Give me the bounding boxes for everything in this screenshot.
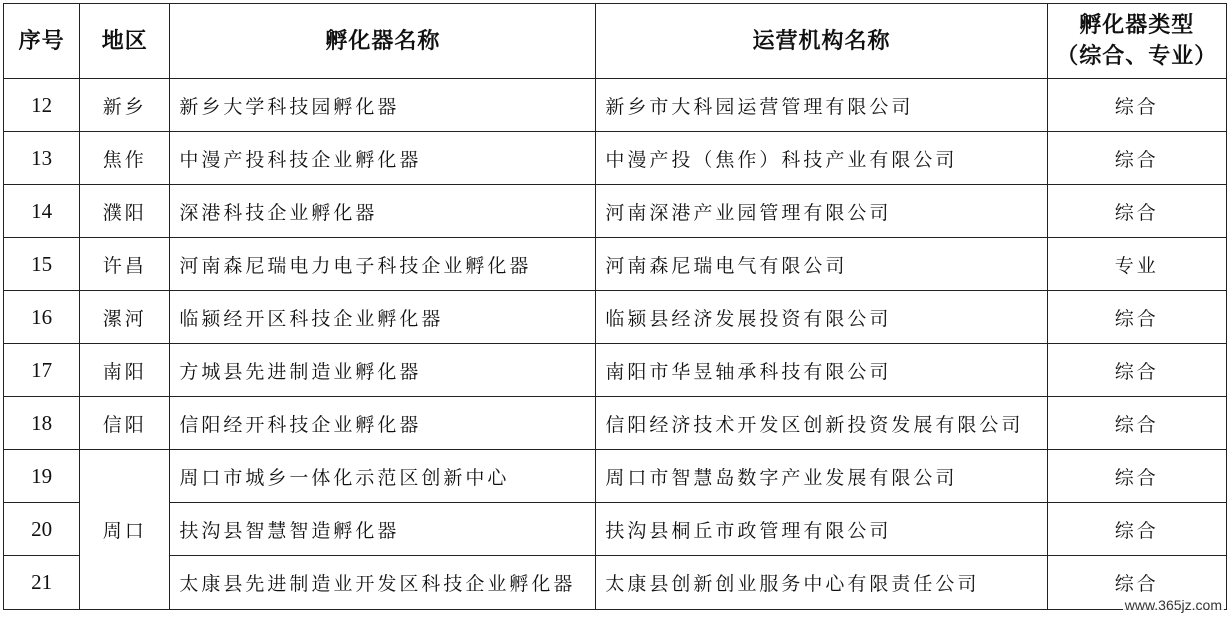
cell-org: 临颍县经济发展投资有限公司 xyxy=(596,291,1047,344)
cell-no: 14 xyxy=(4,185,80,238)
table-row xyxy=(4,238,1227,291)
cell-type: 综合 xyxy=(1047,503,1226,556)
table-row xyxy=(4,344,1227,397)
header-row xyxy=(4,4,1227,79)
cell-org: 中漫产投（焦作）科技产业有限公司 xyxy=(596,132,1047,185)
table-row xyxy=(4,79,1227,132)
cell-region: 焦作 xyxy=(80,132,170,185)
cell-no: 16 xyxy=(4,291,80,344)
cell-org: 河南森尼瑞电气有限公司 xyxy=(596,238,1047,291)
cell-region: 漯河 xyxy=(80,291,170,344)
cell-no: 17 xyxy=(4,344,80,397)
cell-region: 许昌 xyxy=(80,238,170,291)
cell-type: 综合 xyxy=(1047,397,1226,450)
cell-region: 南阳 xyxy=(80,344,170,397)
document-page xyxy=(3,3,1227,617)
cell-name: 信阳经开科技企业孵化器 xyxy=(170,397,596,450)
cell-type: 综合 xyxy=(1047,291,1226,344)
cell-type: 综合 xyxy=(1047,344,1226,397)
cell-type: 专业 xyxy=(1047,238,1226,291)
header-no: 序号 xyxy=(4,4,80,79)
cell-name: 扶沟县智慧智造孵化器 xyxy=(170,503,596,556)
cell-no: 20 xyxy=(4,503,80,556)
incubator-table xyxy=(3,3,1227,610)
cell-no: 18 xyxy=(4,397,80,450)
cell-region: 新乡 xyxy=(80,79,170,132)
cell-region: 濮阳 xyxy=(80,185,170,238)
header-org: 运营机构名称 xyxy=(596,4,1047,79)
table-row xyxy=(4,556,1227,610)
cell-org: 河南深港产业园管理有限公司 xyxy=(596,185,1047,238)
cell-org: 扶沟县桐丘市政管理有限公司 xyxy=(596,503,1047,556)
table-row xyxy=(4,291,1227,344)
cell-no: 13 xyxy=(4,132,80,185)
table-row xyxy=(4,450,1227,503)
table-row xyxy=(4,503,1227,556)
header-type-line2: （综合、专业） xyxy=(1056,44,1218,69)
cell-no: 21 xyxy=(4,556,80,610)
table-row xyxy=(4,132,1227,185)
cell-type: 综合 xyxy=(1047,79,1226,132)
header-type xyxy=(1047,4,1226,79)
cell-name: 太康县先进制造业开发区科技企业孵化器 xyxy=(170,556,596,610)
cell-org: 信阳经济技术开发区创新投资发展有限公司 xyxy=(596,397,1047,450)
cell-name: 深港科技企业孵化器 xyxy=(170,185,596,238)
table-row xyxy=(4,397,1227,450)
cell-org: 周口市智慧岛数字产业发展有限公司 xyxy=(596,450,1047,503)
cell-org: 太康县创新创业服务中心有限责任公司 xyxy=(596,556,1047,610)
cell-region: 信阳 xyxy=(80,397,170,450)
cell-region-merged: 周口 xyxy=(80,450,170,610)
cell-name: 河南森尼瑞电力电子科技企业孵化器 xyxy=(170,238,596,291)
cell-org: 南阳市华昱轴承科技有限公司 xyxy=(596,344,1047,397)
header-region: 地区 xyxy=(80,4,170,79)
cell-type: 综合 xyxy=(1047,450,1226,503)
cell-type: 综合 xyxy=(1047,185,1226,238)
cell-name: 中漫产投科技企业孵化器 xyxy=(170,132,596,185)
cell-no: 12 xyxy=(4,79,80,132)
cell-name: 周口市城乡一体化示范区创新中心 xyxy=(170,450,596,503)
cell-org: 新乡市大科园运营管理有限公司 xyxy=(596,79,1047,132)
cell-name: 临颍经开区科技企业孵化器 xyxy=(170,291,596,344)
cell-type: 综合 xyxy=(1047,132,1226,185)
header-type-line1: 孵化器类型 xyxy=(1079,13,1195,38)
header-name: 孵化器名称 xyxy=(170,4,596,79)
cell-no: 19 xyxy=(4,450,80,503)
cell-name: 新乡大学科技园孵化器 xyxy=(170,79,596,132)
site-watermark: www.365jz.com xyxy=(1124,597,1222,613)
cell-type: 综合 xyxy=(1047,556,1226,610)
table-row xyxy=(4,185,1227,238)
cell-no: 15 xyxy=(4,238,80,291)
cell-name: 方城县先进制造业孵化器 xyxy=(170,344,596,397)
